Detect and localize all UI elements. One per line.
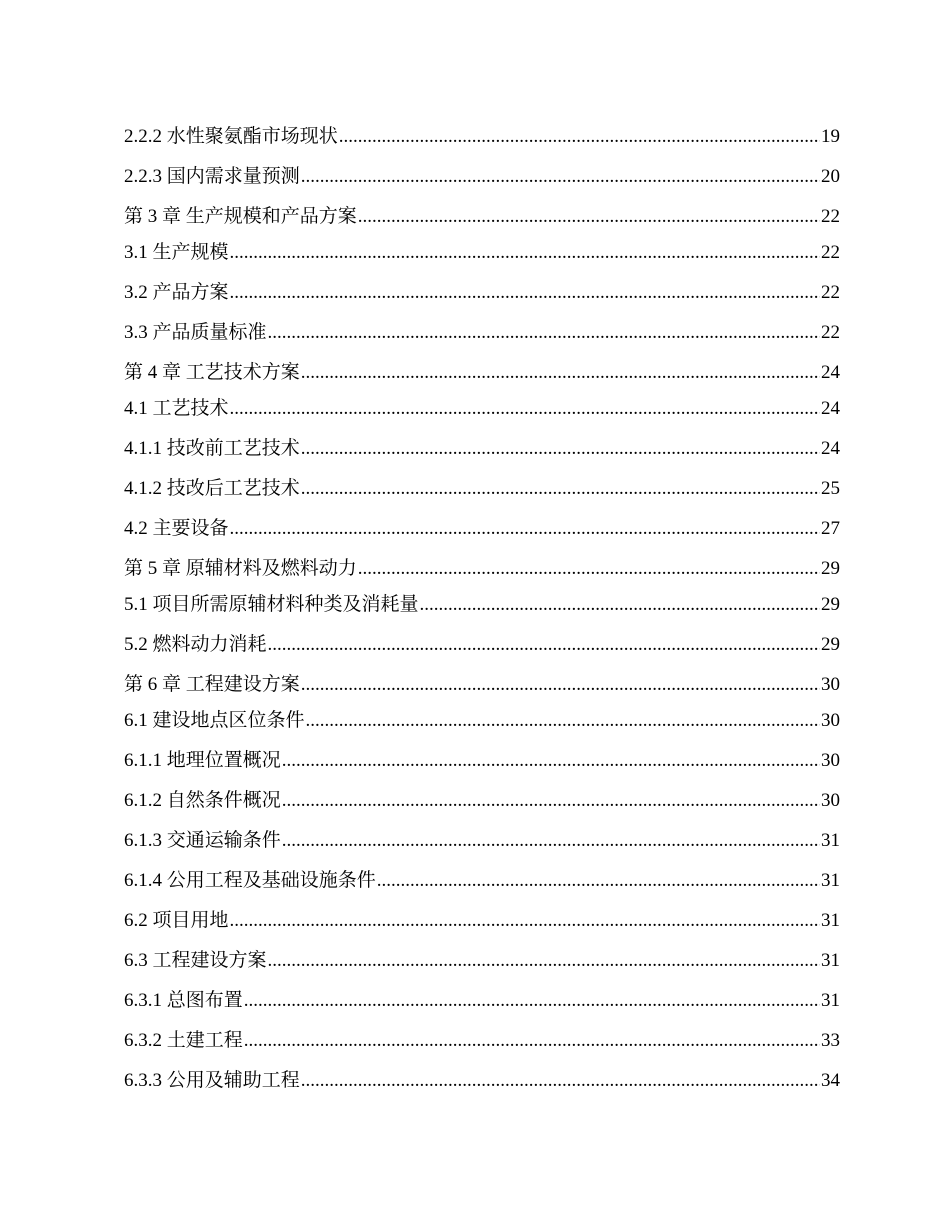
toc-entry-page-number: 25 xyxy=(821,478,840,499)
toc-section-entry[interactable] xyxy=(124,321,840,361)
toc-leader-dots xyxy=(268,949,820,973)
toc-leader-dots xyxy=(306,709,820,733)
toc-leader-dots xyxy=(358,205,820,229)
toc-leader-dots xyxy=(301,361,820,385)
toc-section-entry[interactable] xyxy=(124,709,840,749)
toc-section-entry[interactable] xyxy=(124,749,840,789)
toc-entry-title: 4.1.2 技改后工艺技术 xyxy=(124,478,300,499)
toc-entry-title: 2.2.3 国内需求量预测 xyxy=(124,166,300,187)
toc-entry-page-number: 24 xyxy=(821,398,840,419)
toc-entry-title: 5.2 燃料动力消耗 xyxy=(124,634,267,655)
toc-leader-dots xyxy=(230,909,820,933)
toc-entry-page-number: 30 xyxy=(821,790,840,811)
toc-entry-page-number: 31 xyxy=(821,830,840,851)
toc-entry-page-number: 22 xyxy=(821,242,840,263)
toc-entry-title: 5.1 项目所需原辅材料种类及消耗量 xyxy=(124,594,419,615)
toc-section-entry[interactable] xyxy=(124,437,840,477)
toc-entry-page-number: 29 xyxy=(821,634,840,655)
toc-entry-title: 6.1.4 公用工程及基础设施条件 xyxy=(124,870,376,891)
toc-entry-page-number: 19 xyxy=(821,126,840,147)
toc-entry-title: 3.2 产品方案 xyxy=(124,282,229,303)
toc-leader-dots xyxy=(301,165,820,189)
toc-leader-dots xyxy=(244,1029,820,1053)
toc-entry-title: 6.3.3 公用及辅助工程 xyxy=(124,1070,300,1091)
toc-leader-dots xyxy=(420,593,820,617)
toc-section-entry[interactable] xyxy=(124,789,840,829)
toc-entry-page-number: 24 xyxy=(821,362,840,383)
toc-entry-title: 2.2.2 水性聚氨酯市场现状 xyxy=(124,126,338,147)
toc-entry-title: 4.2 主要设备 xyxy=(124,518,229,539)
toc-entry-page-number: 24 xyxy=(821,438,840,459)
toc-leader-dots xyxy=(301,437,820,461)
toc-section-entry[interactable] xyxy=(124,633,840,673)
toc-entry-title: 6.3.1 总图布置 xyxy=(124,990,243,1011)
toc-section-entry[interactable] xyxy=(124,397,840,437)
toc-entry-title: 6.3.2 土建工程 xyxy=(124,1030,243,1051)
toc-entry-page-number: 34 xyxy=(821,1070,840,1091)
toc-entry-title: 3.1 生产规模 xyxy=(124,242,229,263)
toc-entry-title: 6.1.3 交通运输条件 xyxy=(124,830,281,851)
toc-entry-page-number: 31 xyxy=(821,990,840,1011)
toc-section-entry[interactable] xyxy=(124,829,840,869)
toc-leader-dots xyxy=(268,321,820,345)
toc-entry-title: 6.1.1 地理位置概况 xyxy=(124,750,281,771)
toc-section-entry[interactable] xyxy=(124,989,840,1029)
toc-section-entry[interactable] xyxy=(124,125,840,165)
toc-leader-dots xyxy=(230,517,820,541)
toc-leader-dots xyxy=(301,1069,820,1093)
toc-leader-dots xyxy=(358,557,820,581)
toc-section-entry[interactable] xyxy=(124,1029,840,1069)
toc-entry-title: 6.1.2 自然条件概况 xyxy=(124,790,281,811)
toc-entry-page-number: 31 xyxy=(821,870,840,891)
toc-section-entry[interactable] xyxy=(124,869,840,909)
toc-entry-title: 6.3 工程建设方案 xyxy=(124,950,267,971)
toc-leader-dots xyxy=(301,477,820,501)
toc-chapter-entry[interactable] xyxy=(124,205,840,241)
toc-chapter-entry[interactable] xyxy=(124,361,840,397)
toc-section-entry[interactable] xyxy=(124,241,840,281)
toc-section-entry[interactable] xyxy=(124,165,840,205)
toc-entry-title: 4.1.1 技改前工艺技术 xyxy=(124,438,300,459)
toc-entry-page-number: 22 xyxy=(821,282,840,303)
toc-entry-title: 3.3 产品质量标准 xyxy=(124,322,267,343)
toc-entry-page-number: 30 xyxy=(821,750,840,771)
toc-entry-title: 第 6 章 工程建设方案 xyxy=(124,674,300,695)
toc-leader-dots xyxy=(377,869,820,893)
toc-entry-page-number: 29 xyxy=(821,594,840,615)
toc-entry-page-number: 31 xyxy=(821,910,840,931)
toc-leader-dots xyxy=(244,989,820,1013)
toc-section-entry[interactable] xyxy=(124,477,840,517)
toc-entry-page-number: 31 xyxy=(821,950,840,971)
toc-entry-page-number: 29 xyxy=(821,558,840,579)
toc-section-entry[interactable] xyxy=(124,909,840,949)
toc-leader-dots xyxy=(282,789,820,813)
toc-entry-title: 第 3 章 生产规模和产品方案 xyxy=(124,206,357,227)
toc-leader-dots xyxy=(268,633,820,657)
toc-chapter-entry[interactable] xyxy=(124,673,840,709)
toc-entry-page-number: 22 xyxy=(821,206,840,227)
toc-leader-dots xyxy=(230,241,820,265)
toc-section-entry[interactable] xyxy=(124,1069,840,1109)
toc-leader-dots xyxy=(282,749,820,773)
toc-chapter-entry[interactable] xyxy=(124,557,840,593)
toc-section-entry[interactable] xyxy=(124,517,840,557)
toc-entry-page-number: 30 xyxy=(821,710,840,731)
toc-leader-dots xyxy=(301,673,820,697)
toc-section-entry[interactable] xyxy=(124,281,840,321)
toc-leader-dots xyxy=(339,125,820,149)
toc-section-entry[interactable] xyxy=(124,949,840,989)
toc-leader-dots xyxy=(230,281,820,305)
toc-leader-dots xyxy=(230,397,820,421)
toc-section-entry[interactable] xyxy=(124,593,840,633)
toc-entry-title: 6.2 项目用地 xyxy=(124,910,229,931)
toc-entry-page-number: 33 xyxy=(821,1030,840,1051)
toc-entry-page-number: 20 xyxy=(821,166,840,187)
toc-entry-title: 第 4 章 工艺技术方案 xyxy=(124,362,300,383)
toc-entry-title: 4.1 工艺技术 xyxy=(124,398,229,419)
toc-leader-dots xyxy=(282,829,820,853)
toc-entry-page-number: 22 xyxy=(821,322,840,343)
toc-entry-title: 第 5 章 原辅材料及燃料动力 xyxy=(124,558,357,579)
toc-entry-page-number: 30 xyxy=(821,674,840,695)
toc-entry-page-number: 27 xyxy=(821,518,840,539)
toc-entry-title: 6.1 建设地点区位条件 xyxy=(124,710,305,731)
table-of-contents xyxy=(124,125,840,1109)
